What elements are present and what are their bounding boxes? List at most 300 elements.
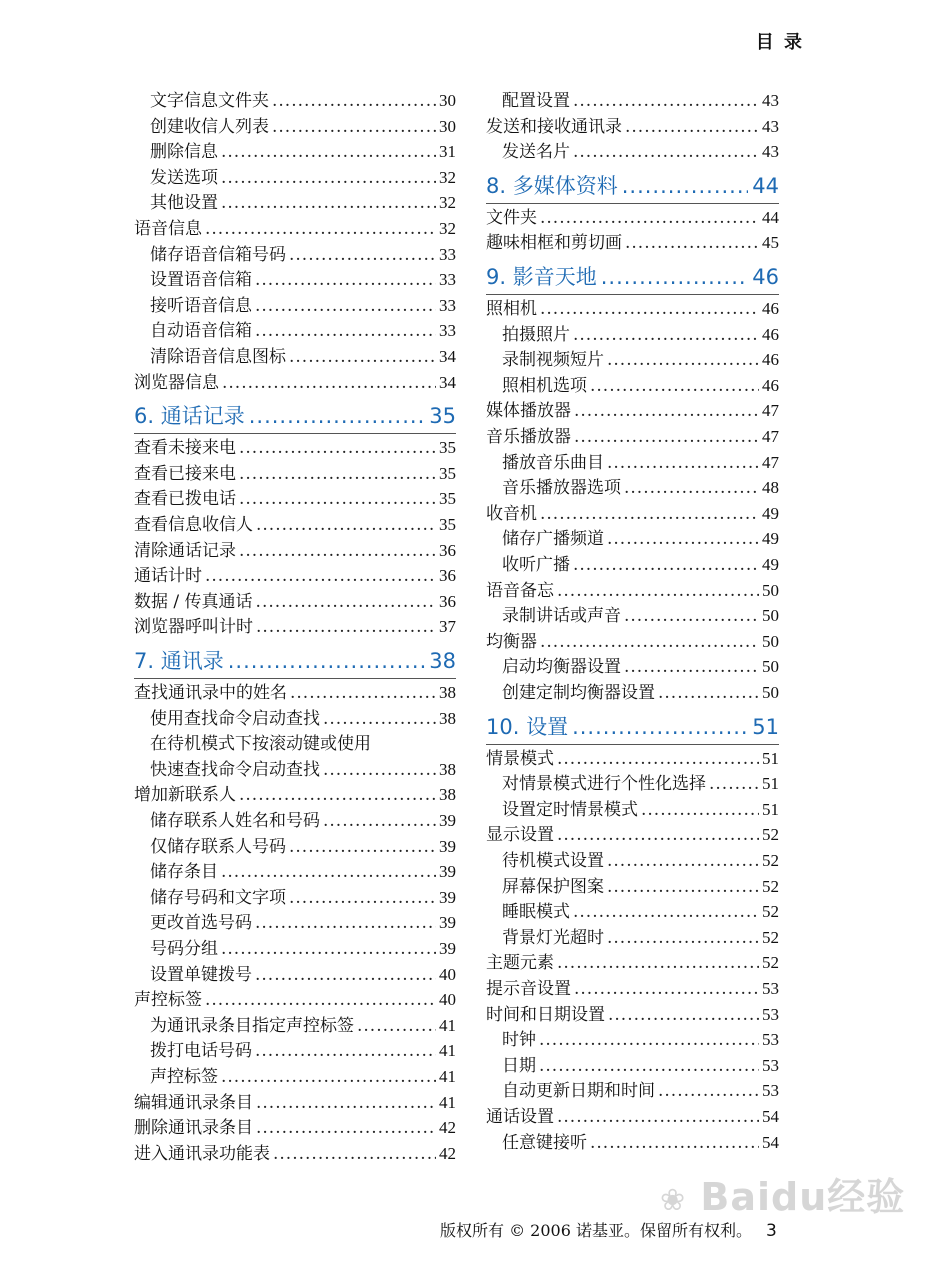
toc-entry[interactable] [486, 139, 779, 165]
entry-title: 储存广播频道 [502, 529, 604, 550]
chapter-title: 10. 设置 [486, 714, 569, 739]
chapter-page: 38 [429, 649, 456, 673]
entry-title: 照相机选项 [502, 375, 587, 396]
entry-title: 创建收信人列表 [150, 116, 269, 137]
entry-title: 快速查找命令启动查找 [150, 759, 320, 780]
entry-title: 浏览器呼叫计时 [134, 617, 253, 638]
entry-title: 播放音乐曲目 [502, 452, 604, 473]
entry-page: 51 [762, 799, 779, 819]
entry-page: 31 [439, 142, 456, 162]
entry-title: 自动语音信箱 [150, 321, 252, 342]
leader-dots [239, 435, 436, 461]
entry-title: 音乐播放器 [486, 427, 571, 447]
toc-entry[interactable] [486, 230, 779, 256]
toc-entry[interactable] [134, 88, 456, 114]
leader-dots [255, 267, 436, 293]
chapter-rule [486, 744, 779, 745]
entry-page: 52 [762, 825, 779, 845]
entry-page: 32 [439, 167, 456, 187]
toc-entry[interactable] [134, 370, 456, 396]
entry-page: 38 [439, 759, 456, 779]
toc-entry[interactable] [486, 373, 779, 399]
entry-title: 设置单键拨号 [150, 964, 252, 985]
toc-entry[interactable] [486, 950, 779, 976]
entry-page: 32 [439, 219, 456, 238]
toc-entry[interactable] [134, 267, 456, 293]
toc-entry[interactable] [134, 1141, 456, 1167]
toc-chapter-heading[interactable] [486, 712, 779, 742]
leader-dots [573, 322, 759, 348]
leader-dots [221, 1064, 436, 1090]
chapter-rule [486, 203, 779, 204]
page-header-title: 目 录 [755, 32, 804, 53]
toc-entry[interactable] [134, 614, 456, 640]
entry-page: 47 [762, 427, 779, 446]
entry-title: 查看未接来电 [134, 438, 236, 459]
toc-entry[interactable] [486, 746, 779, 772]
toc-entry[interactable] [134, 859, 456, 885]
entry-page: 35 [439, 489, 456, 509]
toc-entry[interactable] [134, 190, 456, 216]
entry-title: 通话设置 [486, 1107, 554, 1127]
entry-title: 设置语音信箱 [150, 270, 252, 291]
entry-page: 41 [439, 1092, 456, 1112]
watermark [660, 1166, 905, 1221]
toc-entry[interactable] [134, 706, 456, 732]
entry-page: 47 [762, 452, 779, 472]
entry-title: 主题元素 [486, 953, 554, 974]
toc-entry[interactable] [134, 731, 456, 757]
leader-dots [539, 1027, 759, 1053]
entry-page: 33 [439, 270, 456, 290]
toc-entry[interactable] [486, 874, 779, 900]
toc-entry[interactable] [134, 936, 456, 962]
entry-page: 36 [439, 540, 456, 560]
entry-page: 33 [439, 244, 456, 264]
entry-page: 30 [439, 116, 456, 136]
entry-page: 49 [762, 503, 779, 523]
leader-dots [273, 1141, 436, 1167]
toc-entry[interactable] [486, 114, 779, 140]
entry-page: 30 [439, 91, 456, 110]
leader-dots [290, 680, 436, 706]
toc-chapter-heading[interactable] [134, 401, 456, 431]
leader-dots [540, 629, 759, 655]
entry-page: 40 [439, 990, 456, 1010]
entry-title: 查看已拨电话 [134, 489, 236, 510]
chapter-title: 7. 通讯录 [134, 649, 224, 673]
leader-dots [607, 874, 759, 900]
toc-entry[interactable] [486, 848, 779, 874]
leader-dots [239, 486, 436, 512]
toc-entry[interactable] [134, 1038, 456, 1064]
entry-title: 自动更新日期和时间 [502, 1081, 655, 1102]
toc-entry[interactable] [134, 563, 456, 589]
toc-entry[interactable] [134, 1064, 456, 1090]
toc-entry[interactable] [486, 475, 779, 501]
entry-page: 53 [762, 1055, 779, 1075]
entry-title: 清除通话记录 [134, 540, 236, 561]
entry-page: 52 [762, 876, 779, 896]
chapter-title: 8. 多媒体资料 [486, 173, 618, 198]
entry-page: 53 [762, 1081, 779, 1101]
leader-dots [256, 1115, 436, 1141]
leader-dots [539, 1053, 759, 1079]
page-number: 3 [765, 1221, 777, 1241]
leader-dots [221, 190, 436, 216]
entry-page: 40 [439, 964, 456, 984]
chapter-page: 35 [429, 404, 456, 429]
entry-page: 53 [762, 1030, 779, 1050]
entry-page: 39 [439, 887, 456, 907]
entry-title: 其他设置 [150, 193, 218, 214]
toc-entry[interactable] [134, 680, 456, 706]
leader-dots [601, 262, 749, 292]
leader-dots [239, 461, 436, 487]
entry-title: 发送名片 [502, 142, 570, 163]
toc-entry[interactable] [486, 797, 779, 823]
leader-dots [607, 450, 759, 476]
leader-dots [557, 578, 759, 604]
toc-entry[interactable] [486, 899, 779, 925]
chapter-page: 44 [752, 173, 779, 198]
toc-entry[interactable] [486, 1130, 779, 1156]
entry-title: 任意键接听 [502, 1132, 587, 1153]
toc-entry[interactable] [486, 424, 779, 450]
toc-entry[interactable] [134, 885, 456, 911]
leader-dots [256, 589, 436, 615]
entry-page: 49 [762, 529, 779, 549]
toc-entry[interactable] [486, 925, 779, 951]
toc-entry[interactable] [486, 398, 779, 424]
entry-title: 增加新联系人 [134, 785, 236, 806]
entry-title: 进入通讯录功能表 [134, 1143, 270, 1164]
leader-dots [573, 552, 759, 578]
toc-entry[interactable] [134, 293, 456, 319]
entry-page: 39 [439, 862, 456, 882]
entry-page: 54 [762, 1107, 779, 1126]
entry-title: 启动均衡器设置 [502, 657, 621, 678]
leader-dots [557, 1104, 759, 1130]
leader-dots [221, 936, 436, 962]
entry-title: 储存条目 [150, 862, 218, 883]
toc-entry[interactable] [486, 976, 779, 1002]
toc-entry[interactable] [486, 552, 779, 578]
leader-dots [255, 962, 436, 988]
watermark-text: Baidu经验 [700, 1175, 906, 1219]
toc-entry[interactable] [134, 139, 456, 165]
leader-dots [272, 88, 436, 114]
toc-entry[interactable] [486, 205, 779, 231]
chapter-title: 9. 影音天地 [486, 265, 597, 289]
entry-title: 收听广播 [502, 555, 570, 575]
toc-entry[interactable] [134, 538, 456, 564]
toc-entry[interactable] [134, 1115, 456, 1141]
entry-title: 通话计时 [134, 566, 202, 587]
leader-dots [255, 318, 436, 344]
entry-page: 46 [762, 324, 779, 344]
entry-title: 号码分组 [150, 939, 218, 959]
toc-entry[interactable] [134, 242, 456, 268]
entry-page: 43 [762, 142, 779, 162]
chapter-rule [486, 294, 779, 295]
toc-entry[interactable] [486, 347, 779, 373]
entry-page: 50 [762, 657, 779, 677]
toc-entry[interactable] [134, 461, 456, 487]
leader-dots [574, 398, 759, 424]
toc-entry[interactable] [134, 808, 456, 834]
entry-title: 配置设置 [502, 91, 570, 111]
toc-entry[interactable] [486, 603, 779, 629]
toc-entry[interactable] [486, 1002, 779, 1028]
entry-title: 更改首选号码 [150, 913, 252, 934]
entry-page: 50 [762, 631, 779, 651]
entry-page: 52 [762, 953, 779, 973]
toc-entry[interactable] [486, 1053, 779, 1079]
toc-entry[interactable] [486, 1027, 779, 1053]
entry-title: 背景灯光超时 [502, 927, 604, 948]
leader-dots [573, 139, 759, 165]
entry-page: 38 [439, 785, 456, 805]
toc-entry[interactable] [486, 578, 779, 604]
leader-dots [205, 563, 436, 589]
toc-entry[interactable] [134, 512, 456, 538]
entry-title: 音乐播放器选项 [502, 478, 621, 499]
entry-title: 显示设置 [486, 825, 554, 846]
leader-dots [221, 859, 436, 885]
entry-title: 在待机模式下按滚动键或使用 [150, 734, 371, 755]
entry-page: 39 [439, 913, 456, 933]
entry-title: 发送选项 [150, 167, 218, 188]
leader-dots [239, 538, 436, 564]
toc-chapter-heading[interactable] [486, 171, 779, 201]
toc-chapter-heading[interactable] [486, 262, 779, 292]
leader-dots [249, 401, 426, 431]
leader-dots [289, 885, 436, 911]
entry-title: 储存联系人姓名和号码 [150, 811, 320, 831]
entry-title: 储存语音信箱号码 [150, 244, 286, 265]
entry-title: 仅储存联系人号码 [150, 836, 286, 857]
entry-title: 趣味相框和剪切画 [486, 233, 622, 254]
toc-entry[interactable] [134, 910, 456, 936]
leader-dots [622, 171, 749, 201]
leader-dots [323, 808, 436, 834]
toc-entry[interactable] [134, 757, 456, 783]
toc-entry[interactable] [486, 629, 779, 655]
leader-dots [658, 1078, 759, 1104]
leader-dots [222, 370, 436, 396]
page-footer [440, 1218, 777, 1241]
toc-entry[interactable] [134, 435, 456, 461]
leader-dots [323, 706, 436, 732]
entry-title: 使用查找命令启动查找 [150, 708, 320, 729]
leader-dots [574, 976, 759, 1002]
entry-page: 46 [762, 350, 779, 370]
entry-title: 情景模式 [486, 748, 554, 769]
leader-dots [590, 1130, 759, 1156]
entry-page: 38 [439, 708, 456, 728]
toc-entry[interactable] [486, 296, 779, 322]
leader-dots [221, 165, 436, 191]
toc-entry[interactable] [134, 834, 456, 860]
entry-title: 媒体播放器 [486, 401, 571, 422]
entry-page: 43 [762, 91, 779, 110]
entry-title: 时间和日期设置 [486, 1004, 605, 1025]
entry-page: 33 [439, 321, 456, 341]
toc-entry[interactable] [134, 1090, 456, 1116]
entry-title: 删除信息 [150, 142, 218, 163]
entry-page: 44 [762, 207, 779, 227]
leader-dots [574, 424, 759, 450]
entry-title: 录制讲话或声音 [502, 606, 621, 627]
entry-page: 53 [762, 1004, 779, 1024]
entry-title: 收音机 [486, 503, 537, 524]
entry-title: 查看信息收信人 [134, 515, 253, 535]
entry-title: 对情景模式进行个性化选择 [502, 774, 706, 795]
entry-title: 文件夹 [486, 207, 537, 228]
toc-entry[interactable] [134, 165, 456, 191]
leader-dots [625, 114, 759, 140]
entry-title: 删除通讯录条目 [134, 1118, 253, 1139]
toc-entry[interactable] [134, 318, 456, 344]
entry-page: 47 [762, 401, 779, 421]
leader-dots [205, 987, 436, 1013]
entry-title: 文字信息文件夹 [150, 91, 269, 111]
toc-chapter-heading[interactable] [134, 646, 456, 676]
leader-dots [323, 757, 436, 783]
entry-title: 接听语音信息 [150, 295, 252, 316]
entry-page: 36 [439, 566, 456, 586]
leader-dots [255, 293, 436, 319]
entry-page: 46 [762, 299, 779, 318]
leader-dots [272, 114, 436, 140]
entry-title: 待机模式设置 [502, 851, 604, 871]
entry-title: 拍摄照片 [502, 324, 570, 345]
toc-entry[interactable] [134, 782, 456, 808]
toc-entry[interactable] [134, 216, 456, 242]
toc-entry[interactable] [486, 526, 779, 552]
entry-page: 37 [439, 617, 456, 637]
toc-entry[interactable] [134, 1013, 456, 1039]
entry-page: 51 [762, 774, 779, 794]
entry-page: 34 [439, 347, 456, 366]
toc-entry[interactable] [134, 987, 456, 1013]
entry-page: 52 [762, 902, 779, 922]
toc-entry[interactable] [134, 962, 456, 988]
entry-page: 34 [439, 372, 456, 392]
leader-dots [608, 1002, 759, 1028]
toc-entry[interactable] [486, 771, 779, 797]
leader-dots [607, 347, 759, 373]
chapter-rule [134, 678, 456, 679]
entry-page: 52 [762, 927, 779, 947]
entry-page: 33 [439, 295, 456, 315]
entry-title: 编辑通讯录条目 [134, 1092, 253, 1113]
entry-title: 查找通讯录中的姓名 [134, 683, 287, 703]
chapter-title: 6. 通话记录 [134, 404, 245, 429]
leader-dots [709, 771, 759, 797]
entry-page: 49 [762, 555, 779, 574]
entry-page: 35 [439, 515, 456, 534]
entry-title: 创建定制均衡器设置 [502, 683, 655, 703]
leader-dots [289, 242, 436, 268]
entry-title: 数据 / 传真通话 [134, 591, 253, 612]
entry-title: 语音信息 [134, 219, 202, 239]
toc-entry[interactable] [486, 822, 779, 848]
entry-title: 提示音设置 [486, 979, 571, 999]
entry-page: 50 [762, 580, 779, 600]
chapter-rule [134, 433, 456, 434]
entry-page: 52 [762, 851, 779, 870]
entry-title: 照相机 [486, 299, 537, 319]
copyright-text: 版权所有 © 2006 诺基亚。保留所有权利。 [440, 1221, 752, 1240]
entry-title: 录制视频短片 [502, 350, 604, 371]
entry-title: 清除语音信息图标 [150, 347, 286, 367]
entry-page: 42 [439, 1118, 456, 1138]
leader-dots [289, 344, 436, 370]
chapter-page: 46 [752, 265, 779, 289]
entry-title: 声控标签 [150, 1067, 218, 1087]
leader-dots [256, 512, 436, 538]
entry-page: 41 [439, 1041, 456, 1061]
leader-dots [221, 139, 436, 165]
entry-page: 42 [439, 1143, 456, 1163]
entry-title: 储存号码和文字项 [150, 887, 286, 908]
entry-title: 设置定时情景模式 [502, 799, 638, 820]
entry-page: 54 [762, 1132, 779, 1152]
leader-dots [607, 925, 759, 951]
toc-entry[interactable] [134, 344, 456, 370]
entry-title: 发送和接收通讯录 [486, 116, 622, 137]
toc-entry[interactable] [486, 88, 779, 114]
leader-dots [573, 899, 759, 925]
entry-title: 声控标签 [134, 990, 202, 1011]
entry-title: 时钟 [502, 1030, 536, 1051]
leader-dots [239, 782, 436, 808]
toc-entry[interactable] [486, 450, 779, 476]
entry-page: 38 [439, 683, 456, 702]
entry-page: 50 [762, 683, 779, 702]
entry-page: 32 [439, 193, 456, 213]
leader-dots [590, 373, 759, 399]
entry-page: 35 [439, 463, 456, 483]
toc-entry[interactable] [134, 589, 456, 615]
entry-title: 为通讯录条目指定声控标签 [150, 1015, 354, 1036]
entry-title: 睡眠模式 [502, 902, 570, 923]
entry-title: 查看已接来电 [134, 463, 236, 484]
leader-dots [205, 216, 436, 242]
toc-entry[interactable] [134, 114, 456, 140]
leader-dots [256, 1090, 436, 1116]
leader-dots [228, 646, 426, 676]
toc-entry[interactable] [486, 501, 779, 527]
entry-title: 拨打电话号码 [150, 1041, 252, 1062]
leader-dots [624, 603, 759, 629]
toc-entry[interactable] [486, 1078, 779, 1104]
entry-page: 39 [439, 939, 456, 958]
toc-entry[interactable] [486, 680, 779, 706]
leader-dots [255, 1038, 436, 1064]
leader-dots [557, 822, 759, 848]
leader-dots [607, 526, 759, 552]
toc-entry[interactable] [134, 486, 456, 512]
leader-dots [658, 680, 759, 706]
leader-dots [607, 848, 759, 874]
toc-entry[interactable] [486, 654, 779, 680]
toc-entry[interactable] [486, 1104, 779, 1130]
leader-dots [641, 797, 759, 823]
toc-entry[interactable] [486, 322, 779, 348]
